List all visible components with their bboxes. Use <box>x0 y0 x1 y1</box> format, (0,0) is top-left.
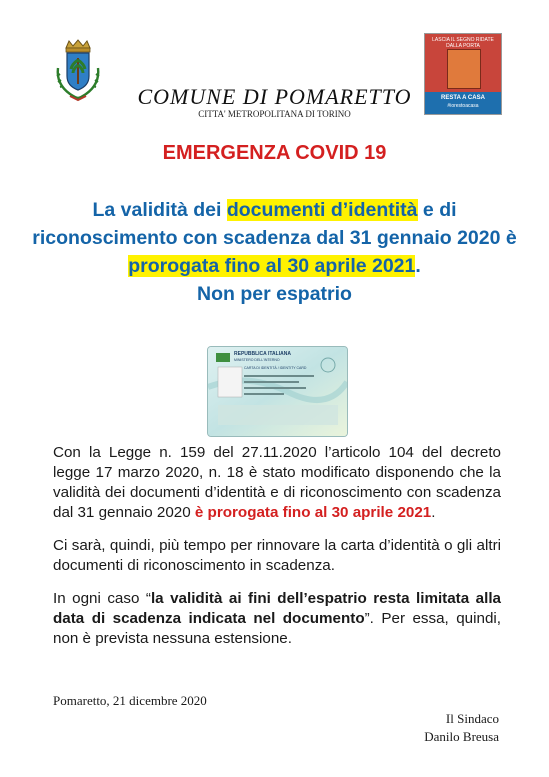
headline-part1: La validità dei <box>92 199 227 221</box>
p3-bold: la validità ai fini dell’espatrio resta limitata alla data di scadenza indicata nel documento <box>53 590 501 627</box>
headline-highlight1: documenti d’identità <box>226 199 418 221</box>
paragraph-2: Ci sarà, quindi, più tempo per rinnovare la carta d’identità o gli altri documenti di riconoscimento in scadenza. <box>53 537 501 574</box>
p3-start: In ogni caso “ <box>53 590 151 607</box>
signature-title: Il Sindaco <box>445 711 499 726</box>
paragraph-1 <box>53 443 501 523</box>
headline-part3: . <box>415 255 421 277</box>
headline-part2: e di riconoscimento con scadenza dal 31 gennaio 2020 è <box>32 199 517 249</box>
place-date: Pomaretto, 21 dicembre 2020 <box>53 693 207 708</box>
municipality-subtitle: CITTA' METROPOLITANA DI TORINO <box>198 109 351 119</box>
poster-hashtag: #iorestoacasa <box>447 103 479 109</box>
card-line1: REPUBBLICA ITALIANA <box>234 351 291 357</box>
card-line3: CARTA DI IDENTITÀ / IDENTITY CARD <box>244 366 307 370</box>
paragraph-3 <box>53 589 501 649</box>
card-line2: MINISTERO DELL'INTERNO <box>234 358 280 362</box>
p1-text: Con la Legge n. 159 del 27.11.2020 l’articolo 104 del decreto legge 17 marzo 2020, n. 18 è stato modificato disponendo che la validità dei documenti d’identità e di riconoscimento con scadenza dal 31 gennaio 2020 <box>53 444 501 521</box>
door-icon <box>447 49 481 89</box>
headline-highlight2: prorogata fino al 30 aprile 2021 <box>128 255 416 277</box>
body-text <box>53 443 501 662</box>
headline <box>30 196 519 308</box>
p1-end: . <box>431 504 436 521</box>
p1-red: è prorogata fino al 30 aprile 2021 <box>194 504 432 521</box>
identity-card-image <box>207 346 348 437</box>
headline-line5: Non per espatrio <box>197 283 352 305</box>
poster-bottom-text: RESTA A CASA <box>441 95 485 101</box>
poster-top-text: LASCIA IL SEGNO RIDATE DALLA PORTA <box>432 37 494 49</box>
municipality-title: COMUNE DI POMARETTO <box>137 84 412 109</box>
p3-end: ”. Per essa, quindi, non è prevista nessuna estensione. <box>53 610 501 647</box>
signature-name: Danilo Breusa <box>424 729 499 744</box>
emergency-title: EMERGENZA COVID 19 <box>162 142 387 164</box>
